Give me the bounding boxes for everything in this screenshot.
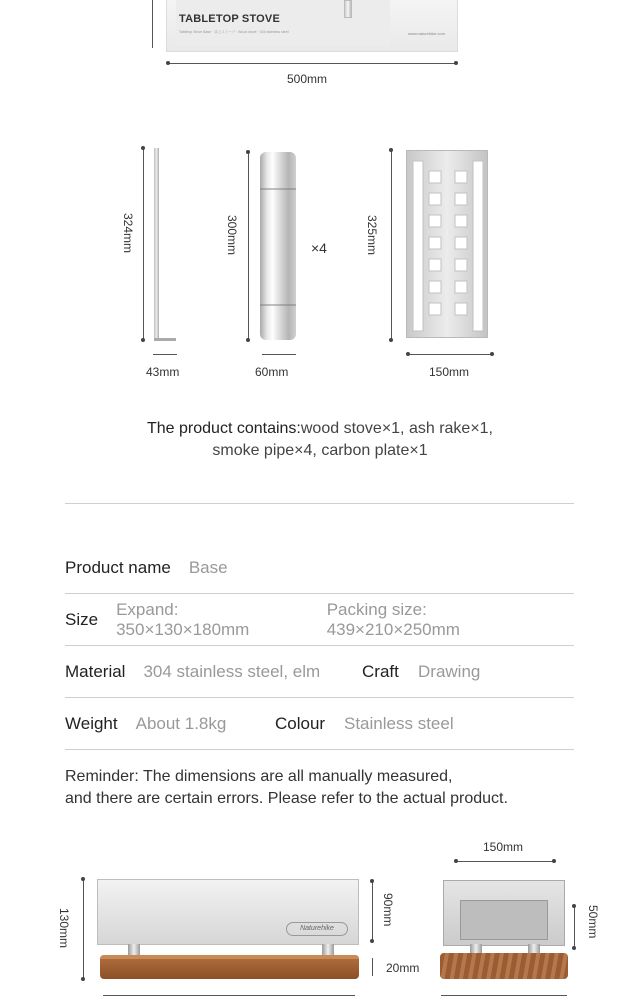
pipe-quantity: ×4	[311, 240, 327, 256]
spec-key-weight: Weight	[65, 713, 118, 733]
dim-dot	[389, 338, 393, 342]
spec-val-weight: About 1.8kg	[135, 713, 227, 733]
dim-dot	[406, 352, 410, 356]
dim-dot	[166, 61, 170, 65]
box-url: www.naturehike.com	[408, 31, 445, 36]
section-divider	[65, 503, 574, 504]
spec-row-size	[65, 594, 574, 646]
base-height-label: 20mm	[386, 961, 420, 975]
dim-dot	[246, 338, 250, 342]
reminder-note	[65, 766, 508, 810]
contents-items-1: wood stove×1, ash rake×1,	[300, 420, 493, 437]
side-width-line	[456, 861, 554, 862]
body-height-label: 90mm	[381, 893, 395, 927]
smoke-pipe-image	[260, 152, 296, 340]
dim-dot	[572, 946, 576, 950]
contents-label: The product contains:	[147, 420, 301, 437]
dim-dot	[454, 859, 458, 863]
pipe-width-label: 60mm	[255, 365, 289, 379]
box-title: TABLETOP STOVE	[179, 13, 281, 25]
dim-dot	[246, 150, 250, 154]
spec-val-size-expand: Expand: 350×130×180mm	[116, 599, 250, 639]
dim-dot	[552, 859, 556, 863]
spec-key-material: Material	[65, 661, 126, 681]
box-width-line	[168, 63, 456, 64]
ash-rake-image	[154, 148, 159, 340]
dim-dot	[490, 352, 494, 356]
spec-row-material	[65, 646, 574, 698]
dim-dot	[81, 977, 85, 981]
contents-line-1	[0, 418, 640, 440]
side-height-line	[574, 906, 575, 948]
dim-dot	[454, 61, 458, 65]
dim-dot	[141, 146, 145, 150]
pipe-length-label: 300mm	[225, 215, 239, 256]
reminder-line-2: and there are certain errors. Please refer to the actual product.	[65, 790, 508, 807]
pipe-width-line	[262, 354, 296, 355]
rake-width-label: 43mm	[146, 365, 180, 379]
spec-val-size-packing: Packing size: 439×210×250mm	[326, 599, 460, 639]
stove-logo: Naturehike	[286, 922, 348, 936]
spec-key-product-name: Product name	[65, 557, 171, 577]
spec-val-product-name: Base	[188, 557, 228, 577]
rake-width-line	[153, 354, 177, 355]
dim-dot	[370, 939, 374, 943]
plate-length-line	[391, 150, 392, 340]
dim-dot	[370, 879, 374, 883]
spec-key-size: Size	[65, 609, 99, 629]
plate-width-label: 150mm	[429, 365, 470, 379]
stove-side-inner	[460, 900, 548, 940]
pipe-seam	[260, 304, 296, 306]
dim-dot	[572, 904, 576, 908]
side-wood-base	[440, 953, 568, 979]
spec-val-craft: Drawing	[418, 661, 481, 681]
dim-dot	[141, 338, 145, 342]
spec-row-product-name	[65, 542, 574, 594]
plate-slots-graphic	[407, 151, 489, 339]
side-width-label: 150mm	[483, 840, 524, 854]
side-base-line	[441, 995, 567, 996]
pipe-seam	[260, 188, 296, 190]
stove-height-line	[83, 879, 84, 979]
dim-dot	[81, 877, 85, 881]
spec-row-weight	[65, 698, 574, 750]
side-height-label: 50mm	[586, 905, 600, 939]
base-height-line	[372, 958, 373, 976]
rake-length-label: 324mm	[121, 213, 135, 254]
box-height-line	[152, 0, 153, 48]
contents-items-2: smoke pipe×4, carbon plate×1	[212, 442, 428, 459]
reminder-line-1: The dimensions are all manually measured,	[138, 768, 453, 785]
stove-width-line	[103, 995, 355, 996]
rake-length-line	[143, 148, 144, 340]
reminder-label: Reminder:	[65, 768, 139, 785]
spec-key-craft: Craft	[362, 661, 399, 681]
spec-val-colour: Stainless steel	[344, 713, 454, 733]
spec-divider	[65, 593, 574, 594]
pipe-length-line	[248, 152, 249, 340]
box-handle-graphic	[344, 0, 352, 18]
carbon-plate-image	[406, 150, 488, 338]
plate-width-line	[408, 354, 492, 355]
wood-base-top	[100, 955, 359, 959]
stove-height-label: 130mm	[57, 908, 71, 949]
spec-key-colour: Colour	[275, 713, 326, 733]
box-fine-print: Tabletop Stove Base · 卓上ストーブ · Wood stove · 304 stainless steel	[179, 30, 289, 34]
plate-length-label: 325mm	[365, 215, 379, 256]
ash-rake-foot	[154, 338, 176, 341]
body-height-line	[372, 881, 373, 941]
box-width-label: 500mm	[287, 72, 328, 86]
dim-dot	[389, 148, 393, 152]
spec-val-material: 304 stainless steel, elm	[143, 661, 321, 681]
